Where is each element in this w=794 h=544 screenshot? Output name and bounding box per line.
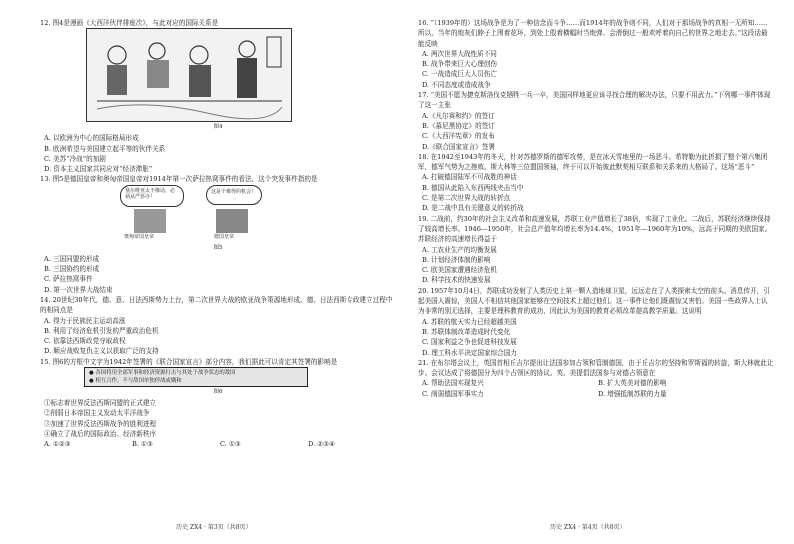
q13-option-d[interactable]: D. 第一次世界大战结束 [44, 285, 113, 294]
question-18-stem: 18. 在1942至1943年的冬天，针对苏德罗斯的德军攻势，是在冰天雪地里的一场恶斗。希特勒为此折损了整个第六集团军，德军气势为之挫败。斯大林等三位盟国领袖，终于可以开始彼此默契相互联系和关系来的大格局了。这场“恶斗” [418, 152, 768, 172]
q18-option-b[interactable]: B. 德国从此陷入东西两线夹击当中 [422, 183, 524, 192]
q20-option-c[interactable]: C. 国家利益之争也促进科技发展 [422, 338, 517, 347]
figure-6-box [84, 367, 308, 387]
portrait-german-emperor [216, 209, 248, 233]
q19-option-a[interactable]: A. 工农业生产的均衡发展 [422, 245, 497, 254]
portrait-label-2: 德国皇帝 [214, 233, 235, 240]
q13-option-c[interactable]: C. 萨拉热窝事件 [44, 275, 93, 284]
q18-option-d[interactable]: D. 是二战中具有关键意义的转折战 [422, 204, 524, 213]
question-16-stem: 16. “（1939年的）这场战争是为了一种信念而斗争……而1914年的战争则不同，人们对于那场战争的真相一无所知……所以，当年的炮灰们脖子上围着花环，到处上殷着横幅时当炮弹、会滑倒过一般欢呼着向自己的世界之地走去。”这段话最能反映 [418, 19, 768, 48]
q17-option-b[interactable]: B.《慕尼黑协定》的签订 [422, 121, 495, 130]
q16-option-b[interactable]: B. 战争带来巨大心理创伤 [422, 60, 497, 69]
q16-option-a[interactable]: A. 两次世界大战性质不同 [422, 49, 497, 58]
figure-6-caption: 图6 [213, 389, 223, 396]
q19-option-c[interactable]: C. 欧美国家遭遇经济危机 [422, 266, 497, 275]
figure-6-line-2: ● 相互合作，不与敌国单独停战或媾和 [89, 378, 182, 385]
q20-option-d[interactable]: D. 理工科水平决定国家综合国力 [422, 348, 517, 357]
question-13-stem: 13. 图5是德国皇帝和奥匈帝国皇帝对1914年第一次萨拉热窝事件的看法，这个突发事件指的是 [40, 175, 318, 184]
q19-option-b[interactable]: B. 计划经济体制的影响 [422, 255, 491, 264]
q15-item-2: ②削弱日本帝国主义发动太平洋战争 [44, 409, 150, 418]
q14-option-a[interactable]: A. 得力于民族民主运动高涨 [44, 316, 126, 325]
right-column [418, 18, 774, 399]
question-14-stem: 14. 20世纪30年代，德、意、日法西斯势力上台，第二次世界大战的欧亚战争策源地形成。德、日法西斯专政建立过程中的相同点是 [40, 295, 393, 315]
q21-option-a[interactable]: A. 帮助法国实现复兴 [422, 379, 484, 388]
q12-option-c[interactable]: C. 美苏“冷战”的加剧 [44, 154, 106, 163]
q18-option-a[interactable]: A. 打破德国陆军不可战胜的神话 [422, 173, 517, 182]
question-20-stem: 20. 1957年10月4日，苏联成功发射了人类历史上第一颗人造地球卫星，远远走在了人类探索太空的前头。消息传开，引起美国人震惊，美国人不相信其他国家能够在空间技术上超过他们。这一事件让他们既震惊又害怕。美国一些政界人士认为非常的别无选择，主要是理科教育的成功，因此认为美国的教育必须改革提高教学质量。这说明 [418, 286, 770, 316]
question-19-stem: 19. 二战前，约30年的社会主义改革和高速发展，苏联工业产值增长了38倍，实现了工业化。二战后，苏联经济继续保持了较高增长率。1946—1950年，社会总产值年均增长率为14.4%，1951年—1960年为10%，远高于同期的美欧国家。苏联经济的高速增长得益于 [418, 214, 772, 244]
q15-option-c[interactable]: C. ①③ [220, 440, 241, 449]
q20-option-b[interactable]: B. 苏联体制改革造成时代变化 [422, 327, 511, 336]
q21-option-d[interactable]: D. 增强抵制苏联的力量 [598, 389, 667, 398]
q16-option-c[interactable]: C. 一战造成巨大人员伤亡 [422, 70, 497, 79]
left-column [40, 18, 396, 450]
speech-bubble-2: 这是个难得的机会！ [206, 185, 262, 205]
q17-option-a[interactable]: A.《凡尔赛和约》的签订 [422, 111, 495, 120]
question-17-stem: 17. “美国不愿为捷克斯洛伐克牺牲一兵一卒，美国同样地更应该寻找合理的解决办法，只要不用武力。”下列哪一事件体现了这一主张 [418, 91, 771, 110]
q17-option-c[interactable]: C.《大西洋宪章》的发布 [422, 132, 495, 141]
q15-item-4: ④确立了战后的国际政治、经济新秩序 [44, 429, 157, 438]
q15-item-1: ①标志着世界反法西斯同盟的正式建立 [44, 399, 157, 408]
figure-6-line-1: ● 各国将用全部军事和经济资源打击与其处于战争状态的敌国 [89, 370, 236, 377]
page-footer-right: 历史 ZX4 · 第4页（共8页） [550, 524, 626, 531]
q21-options-row-2 [418, 389, 774, 399]
q16-option-d[interactable]: D. 不同态度或造成战争 [422, 80, 491, 89]
speech-bubble-1: 塞尔维亚太不像话，必须从严惩办！ [120, 185, 184, 207]
figure-5-caption: 图5 [213, 244, 223, 251]
portrait-label-1: 奥匈帝国皇帝 [124, 233, 155, 240]
q14-option-b[interactable]: B. 利用了经济危机引发的严重政治危机 [44, 326, 159, 335]
portrait-austria-emperor [134, 209, 166, 233]
q15-option-d[interactable]: D. ②③④ [308, 440, 335, 449]
q15-options [40, 439, 396, 449]
q21-option-b[interactable]: B. 扩大英美对德的影响 [598, 379, 667, 388]
figure-4-cartoon [86, 28, 292, 122]
question-12-stem: 12. 图4是漫画《大西洋伙伴排座次》，与此对应的国际关系是 [40, 19, 219, 27]
q13-option-b[interactable]: B. 三国协约的形成 [44, 265, 100, 274]
q12-option-a[interactable]: A. 以欧洲为中心的国际格局形成 [44, 134, 139, 143]
q14-option-d[interactable]: D. 顺应战败复仇主义以获取广泛的支持 [44, 347, 159, 356]
q19-option-d[interactable]: D. 科学技术的快速发展 [422, 276, 491, 285]
q12-option-d[interactable]: D. 资本主义国家共同应对“经济滞胀” [44, 165, 153, 174]
q15-item-3: ③加速了世界反法西斯战争的胜利进程 [44, 419, 157, 428]
cartoon-drawing [87, 29, 291, 121]
q15-option-b[interactable]: B. ①③ [132, 440, 153, 449]
question-15-stem: 15. 图6的方框中文字为1942年签署的《联合国家宣言》部分内容，我们据此可以肯定其签署的影响是 [40, 357, 338, 366]
q21-options-row-1 [418, 378, 774, 388]
page-footer-left: 历史 ZX4 · 第3页（共8页） [176, 524, 252, 531]
q14-option-c[interactable]: C. 依靠法西斯政党夺取政权 [44, 337, 126, 346]
q20-option-a[interactable]: A. 苏联的航天实力已经超越美国 [422, 317, 517, 326]
q12-option-b[interactable]: B. 欧洲希望与美国建立起平等的伙伴关系 [44, 144, 166, 153]
q13-option-a[interactable]: A. 三国同盟的形成 [44, 254, 100, 263]
q18-option-c[interactable]: C. 是第二次世界大战的转折点 [422, 194, 511, 203]
q21-option-c[interactable]: C. 削弱德国军事实力 [422, 389, 484, 398]
question-21-stem: 21. 在布尔塔会议上，英国首相丘吉尔提出让法国参加占领和管制德国，由于丘吉尔的坚持和罗斯福的转旋，斯大林就此让步。会议达成了将德国分为四个占领区的协议。英、美提倡法国参与对德占领意在 [418, 358, 774, 378]
q17-option-d[interactable]: D.《联合国家宣言》签署 [422, 142, 496, 151]
figure-4-caption: 图4 [213, 124, 223, 131]
figure-5 [120, 185, 270, 243]
q15-option-a[interactable]: A. ①②③ [44, 440, 71, 449]
